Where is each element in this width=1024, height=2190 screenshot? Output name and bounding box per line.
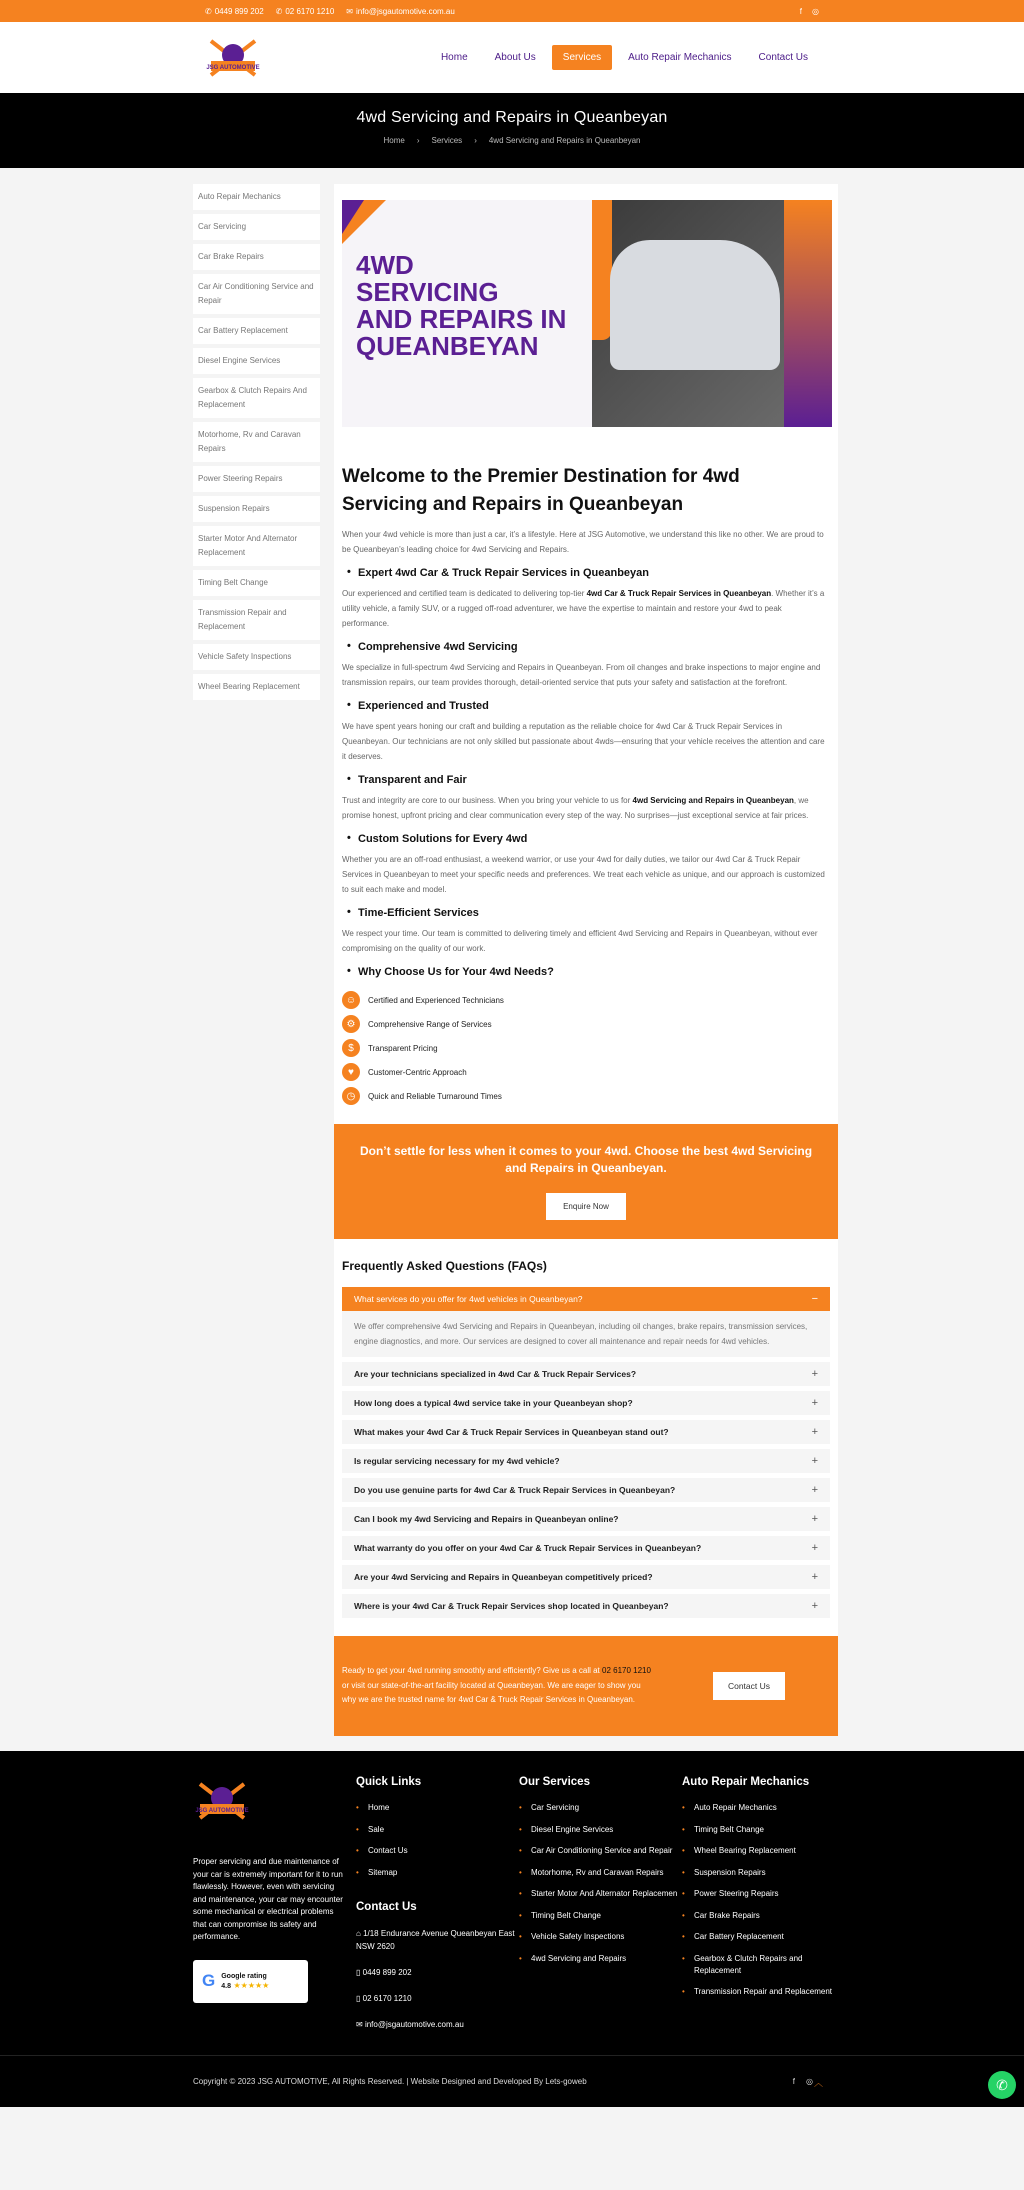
section-text: Our experienced and certified team is dedicated to delivering top-tier 4wd Car & Truck Repair Services in Queanbeyan. Whether it’s a utility vehicle, a family SUV, or a rugged off-road adventurer, we have the expertise to maintain and restore your 4wd to peak performance. <box>342 589 825 628</box>
mail-icon: ✉ <box>346 6 353 16</box>
nav-contact-us[interactable]: Contact Us <box>758 52 808 63</box>
footer-arm-col: Auto Repair Mechanics • Auto Repair Mechanics • Timing Belt Change • Wheel Bearing Replacement • Suspension Repairs • Power Steering Repairs • Car Brake Repairs • Car Battery Replacement • Gearbox & Clutch Repairs and Replacement • Transmission Repair and Replacement <box>682 1776 845 2107</box>
section-heading: • Expert 4wd Car & Truck Repair Services in Queanbeyan <box>358 567 830 579</box>
footer-phone-1[interactable]: ▯ 0449 899 202 <box>356 1967 412 1977</box>
pricing-icon: $ <box>342 1039 360 1057</box>
footer-phone-2[interactable]: ▯ 02 6170 1210 <box>356 1993 412 2003</box>
section-heading: • Comprehensive 4wd Servicing <box>358 641 830 653</box>
faq-question[interactable]: Do you use genuine parts for 4wd Car & Truck Repair Services in Queanbeyan? + <box>342 1478 830 1502</box>
breadcrumb <box>0 136 1024 145</box>
plus-icon: + <box>811 1368 818 1380</box>
svg-text:JSG AUTOMOTIVE: JSG AUTOMOTIVE <box>206 64 260 71</box>
back-to-top-icon[interactable]: ︿ <box>813 2078 823 2088</box>
plus-icon: + <box>811 1513 818 1525</box>
sidebar-item[interactable]: Timing Belt Change <box>193 570 320 596</box>
site-footer <box>0 1751 1024 2107</box>
footer-link[interactable]: • Power Steering Repairs <box>682 1888 845 1900</box>
phone-contact-2[interactable]: ✆ 02 6170 1210 <box>275 6 335 16</box>
plus-icon: + <box>811 1484 818 1496</box>
sidebar-item[interactable]: Auto Repair Mechanics <box>193 184 320 210</box>
faq-question[interactable]: Are your technicians specialized in 4wd Car & Truck Repair Services? + <box>342 1362 830 1386</box>
sidebar-item[interactable]: Diesel Engine Services <box>193 348 320 374</box>
faq-item <box>342 1391 830 1415</box>
banner-title: 4WD SERVICING AND REPAIRS IN QUEANBEYAN <box>356 250 567 361</box>
footer-email[interactable]: ✉ info@jsgautomotive.com.au <box>356 2019 464 2029</box>
contact-cta <box>334 1636 838 1736</box>
site-header <box>0 22 1024 93</box>
sidebar-item[interactable]: Wheel Bearing Replacement <box>193 674 320 700</box>
feature-item: ⚙ Comprehensive Range of Services <box>342 1012 830 1036</box>
phone-contact-1[interactable]: ✆ 0449 899 202 <box>205 6 264 16</box>
faq-answer: We offer comprehensive 4wd Servicing and Repairs in Queanbeyan, including oil changes, brake repairs, transmission services, engine diagnostics, and more. Our services are designed to cover all maintenance and repair needs for 4wd vehicles. <box>342 1311 830 1357</box>
sidebar-item[interactable]: Starter Motor And Alternator Replacement <box>193 526 320 566</box>
footer-quick-links-col: Quick Links • Home • Sale • Contact Us • Sitemap Contact Us ⌂ 1/18 Endurance Avenue Queanbeyan East NSW 2620 ▯ 0449 899 202 ▯ 02 6170 1210 ✉ info@jsgautomotive.com.au <box>356 1776 519 2107</box>
clock-icon: ◷ <box>342 1087 360 1105</box>
faq-question[interactable]: How long does a typical 4wd service take in your Queanbeyan shop? + <box>342 1391 830 1415</box>
mobile-icon: ▯ <box>356 1993 363 2003</box>
section-heading: • Custom Solutions for Every 4wd <box>358 833 830 845</box>
services-icon: ⚙ <box>342 1015 360 1033</box>
feature-item: $ Transparent Pricing <box>342 1036 830 1060</box>
sidebar-item[interactable]: Gearbox & Clutch Repairs And Replacement <box>193 378 320 418</box>
section-text: Trust and integrity are core to our business. When you bring your vehicle to us for 4wd Servicing and Repairs in Queanbeyan, we promise honest, upfront pricing and clear communication every step of the way. No surprises—just exceptional service at fair prices. <box>342 796 809 820</box>
whatsapp-icon[interactable]: ✆ <box>988 2071 1016 2099</box>
footer-link[interactable]: • Transmission Repair and Replacement <box>682 1986 845 1998</box>
nav-auto-repair-mechanics[interactable]: Auto Repair Mechanics <box>628 52 732 63</box>
email-contact[interactable]: ✉ info@jsgautomotive.com.au <box>346 6 455 16</box>
mobile-icon: ▯ <box>356 1967 363 1977</box>
nav-home[interactable]: Home <box>440 52 468 63</box>
plus-icon: + <box>811 1455 818 1467</box>
sidebar-item[interactable]: Car Battery Replacement <box>193 318 320 344</box>
contact-cta-text: Ready to get your 4wd running smoothly and efficiently? Give us a call at 02 6170 1210 or visit our state-of-the-art facility located at Queanbeyan. We are eager to show you why we are the trusted name for 4wd Car & Truck Repair Services in Queanbeyan. <box>342 1666 651 1705</box>
feature-item: ◷ Quick and Reliable Turnaround Times <box>342 1084 830 1108</box>
feature-list <box>342 988 830 1108</box>
faq-item <box>342 1594 830 1618</box>
section-text: We specialize in full-spectrum 4wd Servicing and Repairs in Queanbeyan. From oil changes and brake inspections to major engine and transmission repairs, our team provides thorough, detail-oriented service that puts your safety and satisfaction at the forefront. <box>342 663 821 687</box>
faq-question[interactable]: Are your 4wd Servicing and Repairs in Queanbeyan competitively priced? + <box>342 1565 830 1589</box>
footer-link[interactable]: • 4wd Servicing and Repairs <box>519 1953 682 1965</box>
footer-link[interactable]: • Starter Motor And Alternator Replacemen <box>519 1888 682 1900</box>
plus-icon: + <box>811 1542 818 1554</box>
nav-about-us[interactable]: About Us <box>494 52 536 63</box>
mail-icon: ✉ <box>356 2019 365 2029</box>
footer-link[interactable]: • Car Servicing <box>519 1802 682 1814</box>
logo-wrench-icon <box>193 1776 251 1826</box>
footer-link[interactable]: • Auto Repair Mechanics <box>682 1802 845 1814</box>
sidebar-item[interactable]: Car Servicing <box>193 214 320 240</box>
faq-item <box>342 1287 830 1357</box>
page-title: 4wd Servicing and Repairs in Queanbeyan <box>356 109 668 126</box>
customer-icon: ♥ <box>342 1063 360 1081</box>
faq-item <box>342 1420 830 1444</box>
intro-text: When your 4wd vehicle is more than just a car, it’s a lifestyle. Here at JSG Automotive, we understand this like no other. We are proud to be Queanbeyan’s leading choice for 4wd Servicing and Repairs. <box>342 530 824 554</box>
faq-item <box>342 1565 830 1589</box>
footer-link[interactable]: • Wheel Bearing Replacement <box>682 1845 845 1857</box>
sidebar-item[interactable]: Suspension Repairs <box>193 496 320 522</box>
sidebar-item[interactable]: Vehicle Safety Inspections <box>193 644 320 670</box>
banner-text-panel <box>342 200 592 427</box>
copyright-bar <box>0 2055 1024 2107</box>
footer-link[interactable]: • Timing Belt Change <box>682 1824 845 1836</box>
section-heading: • Time-Efficient Services <box>358 907 830 919</box>
cta-phone-link[interactable]: 02 6170 1210 <box>602 1666 651 1676</box>
location-icon: ⌂ <box>356 1928 364 1938</box>
faq-item <box>342 1478 830 1502</box>
nav-services[interactable]: Services <box>552 45 612 70</box>
copyright-text: Copyright © 2023 JSG AUTOMOTIVE, All Rights Reserved. | Website Designed and Developed By Lets-goweb <box>193 2077 587 2086</box>
footer-link[interactable]: • Car Battery Replacement <box>682 1931 845 1943</box>
instagram-icon[interactable]: ◎ <box>806 2077 813 2086</box>
footer-link[interactable]: • Sitemap <box>356 1867 519 1879</box>
breadcrumb-home[interactable]: Home <box>383 136 405 145</box>
faq-item <box>342 1449 830 1473</box>
cta-text: Don’t settle for less when it comes to your 4wd. Choose the best 4wd Servicing and Repairs in Queanbeyan. <box>359 1144 813 1175</box>
faq-item <box>342 1507 830 1531</box>
footer-link[interactable]: • Car Brake Repairs <box>682 1910 845 1922</box>
section-text: We have spent years honing our craft and building a reputation as the reliable choice for 4wd Car & Truck Repair Services in Queanbeyan. Our technicians are not only skilled but passionate about 4wds—ensuring that your vehicle receives the attention and care it deserves. <box>342 722 825 761</box>
sidebar-item[interactable]: Car Brake Repairs <box>193 244 320 270</box>
car-image <box>610 240 780 370</box>
instagram-icon[interactable]: ◎ <box>812 6 819 16</box>
footer-address: ⌂ 1/18 Endurance Avenue Queanbeyan East NSW 2620 <box>356 1928 515 1951</box>
feature-item: ☺ Certified and Experienced Technicians <box>342 988 830 1012</box>
footer-logo[interactable] <box>193 1776 251 1826</box>
footer-link[interactable]: • Car Air Conditioning Service and Repair <box>519 1845 682 1857</box>
faq-item <box>342 1362 830 1386</box>
site-logo[interactable] <box>205 33 261 83</box>
section-text: We respect your time. Our team is committed to delivering timely and efficient 4wd Servicing and Repairs in Queanbeyan, without ever compromising on the quality of our work. <box>342 929 818 953</box>
main-content <box>334 184 838 1736</box>
plus-icon: + <box>811 1426 818 1438</box>
footer-about-text: Proper servicing and due maintenance of your car is extremely important for it to run flawlessly. However, even with servicing and maintenance, your car may encounter some mechanical or electrical problems that can compromise its safety and performance. <box>193 1857 343 1941</box>
footer-services-col: Our Services • Car Servicing • Diesel Engine Services • Car Air Conditioning Service and Repair • Motorhome, Rv and Caravan Repairs • Starter Motor And Alternator Replacemen • Timing Belt Change • Vehicle Safety Inspections • 4wd Servicing and Repairs <box>519 1776 682 2107</box>
phone-icon: ✆ <box>275 6 283 16</box>
services-sidebar <box>193 184 320 1736</box>
footer-link[interactable]: • Vehicle Safety Inspections <box>519 1931 682 1943</box>
footer-link[interactable]: • Gearbox & Clutch Repairs and Replacement <box>682 1953 845 1977</box>
plus-icon: + <box>811 1571 818 1583</box>
technician-icon: ☺ <box>342 991 360 1009</box>
footer-link[interactable]: • Diesel Engine Services <box>519 1824 682 1836</box>
content-heading: Welcome to the Premier Destination for 4wd Servicing and Repairs in Queanbeyan <box>342 466 740 515</box>
section-heading: • Transparent and Fair <box>358 774 830 786</box>
faq-question[interactable]: Is regular servicing necessary for my 4wd vehicle? + <box>342 1449 830 1473</box>
section-heading: • Experienced and Trusted <box>358 700 830 712</box>
footer-link[interactable]: • Home <box>356 1802 519 1814</box>
footer-social <box>793 2077 813 2086</box>
feature-item: ♥ Customer-Centric Approach <box>342 1060 830 1084</box>
faq-question[interactable]: What warranty do you offer on your 4wd Car & Truck Repair Services in Queanbeyan? + <box>342 1536 830 1560</box>
facebook-icon[interactable]: f <box>792 2077 796 2086</box>
faq-question[interactable]: What makes your 4wd Car & Truck Repair Services in Queanbeyan stand out? + <box>342 1420 830 1444</box>
svg-text:JSG AUTOMOTIVE: JSG AUTOMOTIVE <box>195 1808 249 1814</box>
service-banner <box>342 200 832 427</box>
google-icon: G <box>202 1971 216 1990</box>
breadcrumb-separator-icon: › <box>416 136 420 145</box>
enquire-now-button[interactable]: Enquire Now <box>546 1193 626 1220</box>
footer-link[interactable]: • Suspension Repairs <box>682 1867 845 1879</box>
top-bar <box>0 0 1024 22</box>
stars-icon: ★★★★★ <box>233 1980 270 1990</box>
logo-wrench-icon <box>205 33 261 83</box>
sidebar-item[interactable]: Transmission Repair and Replacement <box>193 600 320 640</box>
section-heading: • Why Choose Us for Your 4wd Needs? <box>358 966 830 978</box>
minus-icon: − <box>811 1293 818 1305</box>
main-nav <box>425 45 819 70</box>
faq-item <box>342 1536 830 1560</box>
contact-us-button[interactable]: Contact Us <box>713 1672 785 1700</box>
footer-link[interactable]: • Contact Us <box>356 1845 519 1857</box>
breadcrumb-services[interactable]: Services <box>431 136 463 145</box>
sidebar-item[interactable]: Car Air Conditioning Service and Repair <box>193 274 320 314</box>
breadcrumb-current: 4wd Servicing and Repairs in Queanbeyan <box>488 136 641 145</box>
facebook-icon[interactable]: f <box>799 6 803 16</box>
sidebar-item[interactable]: Power Steering Repairs <box>193 466 320 492</box>
faq-question[interactable]: Where is your 4wd Car & Truck Repair Services shop located in Queanbeyan? + <box>342 1594 830 1618</box>
section-text: Whether you are an off-road enthusiast, a weekend warrior, or use your 4wd for daily duties, we tailor our 4wd Car & Truck Repair Services in Queanbeyan to meet your specific needs and preferences. We treat each vehicle as unique, and our approach is customized to suit each make and model. <box>342 855 825 894</box>
page-hero <box>0 93 1024 168</box>
banner-photo <box>592 200 832 427</box>
footer-link[interactable]: • Motorhome, Rv and Caravan Repairs <box>519 1867 682 1879</box>
footer-link[interactable]: • Timing Belt Change <box>519 1910 682 1922</box>
google-rating-badge[interactable]: G Google rating 4.8 ★★★★★ <box>193 1960 308 2003</box>
faq-question[interactable]: What services do you offer for 4wd vehicles in Queanbeyan? − <box>342 1287 830 1311</box>
cta-banner <box>334 1124 838 1239</box>
faq-question[interactable]: Can I book my 4wd Servicing and Repairs in Queanbeyan online? + <box>342 1507 830 1531</box>
plus-icon: + <box>811 1397 818 1409</box>
faq-heading: Frequently Asked Questions (FAQs) <box>342 1259 547 1273</box>
phone-icon: ✆ <box>205 6 212 16</box>
plus-icon: + <box>811 1600 818 1612</box>
breadcrumb-separator-icon: › <box>474 136 477 145</box>
sidebar-item[interactable]: Motorhome, Rv and Caravan Repairs <box>193 422 320 462</box>
topbar-social <box>800 7 819 16</box>
footer-link[interactable]: • Sale <box>356 1824 519 1836</box>
